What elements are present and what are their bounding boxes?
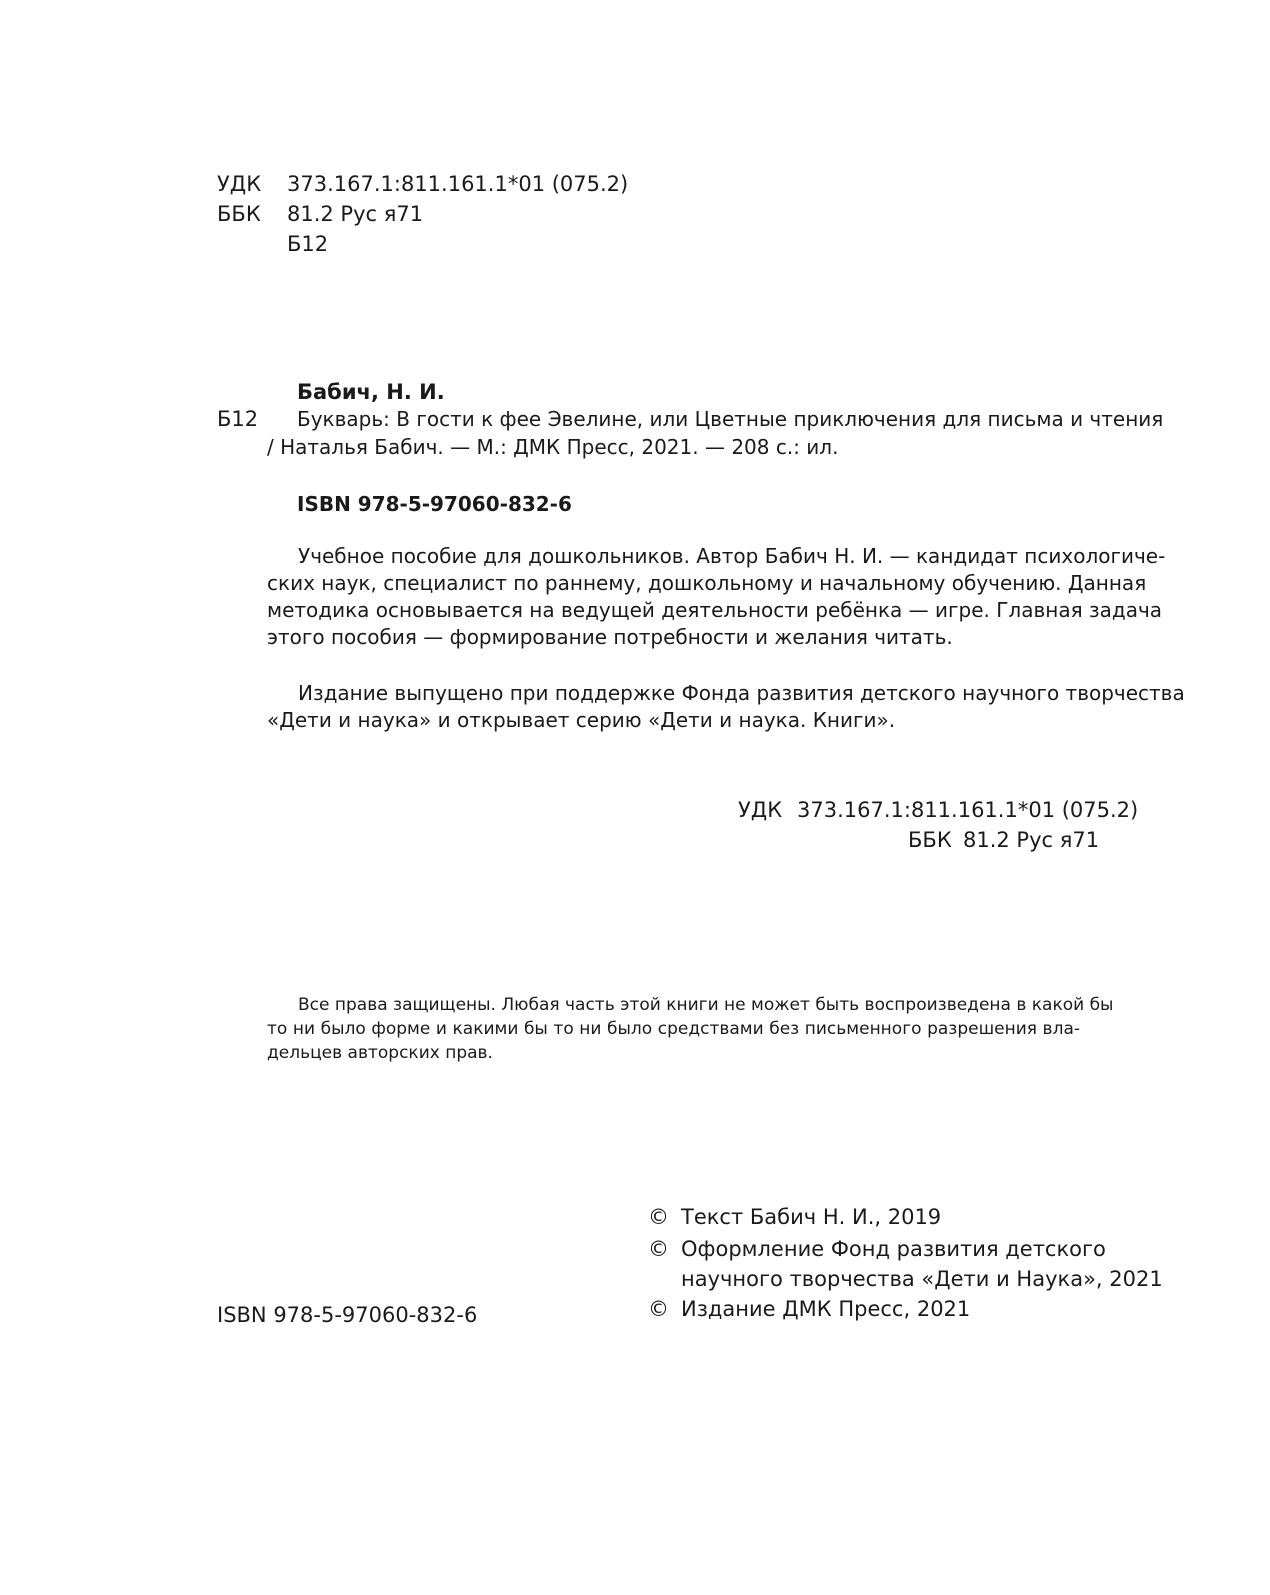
bbk-label: ББК xyxy=(217,202,261,226)
annotation-line: ских наук, специалист по раннему, дошкольному и начальному обучению. Данная xyxy=(267,571,1147,595)
rights-line: дельцев авторских прав. xyxy=(267,1043,493,1063)
rights-line: то ни было форме и какими бы то ни было средствами без письменного разрешения вла- xyxy=(267,1019,1080,1039)
author-name: Бабич, Н. И. xyxy=(297,380,445,404)
copyright-icon: © xyxy=(648,1237,669,1261)
annotation-line: этого пособия — формирование потребности и желания читать. xyxy=(267,625,953,649)
record-mark: Б12 xyxy=(217,407,259,431)
copyright-icon: © xyxy=(648,1297,669,1321)
annotation-line: Учебное пособие для дошкольников. Автор Бабич Н. И. — кандидат психологиче- xyxy=(298,544,1166,568)
bbk-value: 81.2 Рус я71 xyxy=(287,202,424,226)
author-mark: Б12 xyxy=(287,232,329,256)
copyright-design-label-2: научного творчества «Дети и Наука», 2021 xyxy=(681,1267,1163,1291)
annotation-line: методика основывается на ведущей деятельности ребёнка — игре. Главная задача xyxy=(267,598,1163,622)
udk-value: 373.167.1:811.161.1*01 (075.2) xyxy=(287,172,629,196)
bbk-label-bottom: ББК xyxy=(908,828,952,852)
support-note-line: «Дети и наука» и открывает серию «Дети и наука. Книги». xyxy=(267,708,896,732)
rights-paragraph xyxy=(267,993,1114,1065)
copyright-design-label-1: Оформление Фонд развития детского xyxy=(681,1237,1106,1261)
support-note-line: Издание выпущено при поддержке Фонда развития детского научного творчества xyxy=(298,681,1185,705)
annotation-paragraph xyxy=(267,543,1166,651)
copyright-icon: © xyxy=(648,1205,669,1229)
udk-label: УДК xyxy=(217,172,262,196)
rights-line: Все права защищены. Любая часть этой книги не может быть воспроизведена в какой бы xyxy=(298,995,1114,1015)
udk-value-bottom: 373.167.1:811.161.1*01 (075.2) xyxy=(797,798,1139,822)
bbk-value-bottom: 81.2 Рус я71 xyxy=(963,828,1100,852)
copyright-text-label: Текст Бабич Н. И., 2019 xyxy=(681,1205,942,1229)
book-imprint: / Наталья Бабич. — М.: ДМК Пресс, 2021. — 208 с.: ил. xyxy=(267,435,839,459)
isbn-bold: ISBN 978-5-97060-832-6 xyxy=(297,492,572,516)
support-note-paragraph xyxy=(267,680,1185,734)
isbn-footer: ISBN 978-5-97060-832-6 xyxy=(217,1303,478,1327)
book-title: Букварь: В гости к фее Эвелине, или Цветные приключения для письма и чтения xyxy=(297,407,1164,431)
copyright-edition-label: Издание ДМК Пресс, 2021 xyxy=(681,1297,971,1321)
udk-label-bottom: УДК xyxy=(738,798,783,822)
